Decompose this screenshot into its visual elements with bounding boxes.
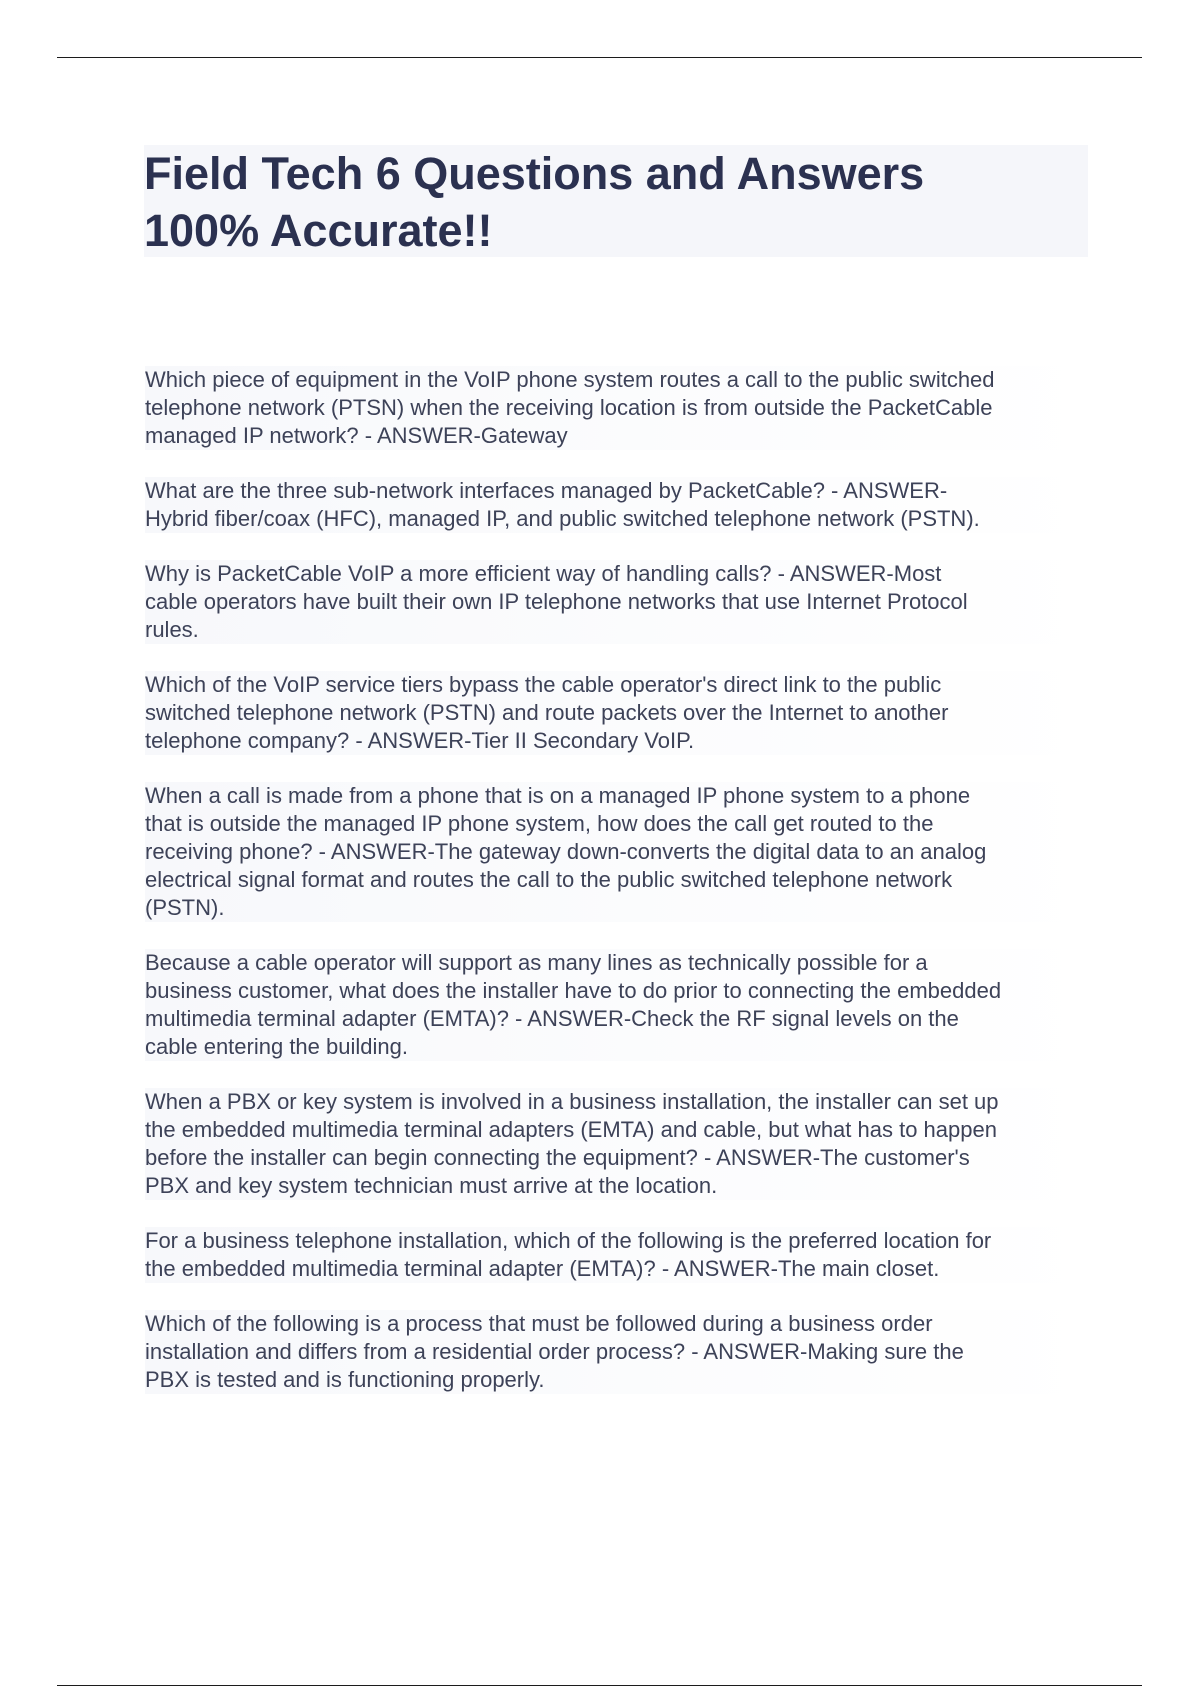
qa-item: Because a cable operator will support as many lines as technically possible for a business customer, what does the installer have to do prior to connecting the embedded multimedia terminal adapter (EMTA)? - ANSWER-Check the RF signal levels on the cable entering the building. xyxy=(145,949,1095,1061)
qa-item: Which of the following is a process that must be followed during a business order installation and differs from a residential order process? - ANSWER-Making sure the PBX is tested and is functioning properly. xyxy=(145,1310,1095,1394)
qa-item: For a business telephone installation, which of the following is the preferred location for the embedded multimedia terminal adapter (EMTA)? - ANSWER-The main closet. xyxy=(145,1227,1095,1283)
title-block xyxy=(144,145,1088,257)
qa-item: When a PBX or key system is involved in a business installation, the installer can set up the embedded multimedia terminal adapters (EMTA) and cable, but what has to happen before the installer can begin connecting the equipment? - ANSWER-The customer's PBX and key system technician must arrive at the location. xyxy=(145,1088,1095,1200)
qa-item: Which of the VoIP service tiers bypass the cable operator's direct link to the public switched telephone network (PSTN) and route packets over the Internet to another telephone company? - ANSWER-Tier II Secondary VoIP. xyxy=(145,671,1095,755)
document-title: Field Tech 6 Questions and Answers 100% Accurate!! xyxy=(144,148,925,256)
bottom-rule xyxy=(57,1685,1142,1686)
top-rule xyxy=(57,57,1142,58)
qa-item: What are the three sub-network interfaces managed by PacketCable? - ANSWER- Hybrid fiber/coax (HFC), managed IP, and public switched telephone network (PSTN). xyxy=(145,477,1095,533)
qa-item: Why is PacketCable VoIP a more efficient way of handling calls? - ANSWER-Most cable operators have built their own IP telephone networks that use Internet Protocol rules. xyxy=(145,560,1095,644)
qa-item: Which piece of equipment in the VoIP phone system routes a call to the public switched telephone network (PTSN) when the receiving location is from outside the PacketCable managed IP network? - ANSWER-Gateway xyxy=(145,366,1095,450)
qa-list xyxy=(145,366,1095,1421)
qa-item: When a call is made from a phone that is on a managed IP phone system to a phone that is outside the managed IP phone system, how does the call get routed to the receiving phone? - ANSWER-The gateway down-converts the digital data to an analog electrical signal format and routes the call to the public switched telephone network (PSTN). xyxy=(145,782,1095,922)
